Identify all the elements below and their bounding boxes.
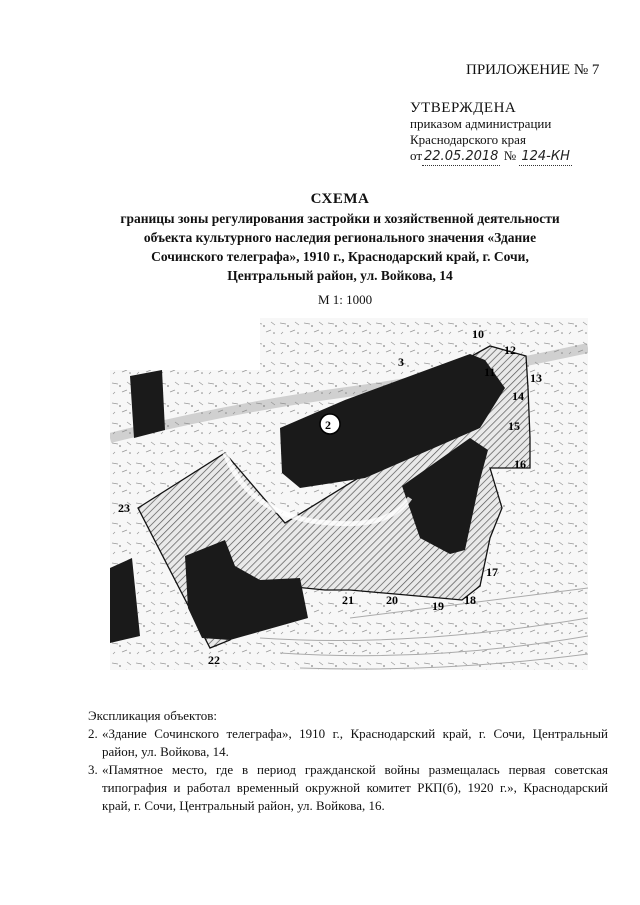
point-label-16: 16 (514, 457, 526, 471)
point-label-15: 15 (508, 419, 520, 433)
objects-explication (88, 707, 608, 815)
legend-item-number: 3. (88, 762, 98, 777)
approved-heading: УТВЕРЖДЕНА (410, 100, 517, 116)
title-line-2: объекта культурного наследия регионального значения «Здание (143, 230, 537, 245)
point-label-10: 10 (472, 327, 484, 341)
title-main: СХЕМА (310, 191, 370, 207)
approval-block (410, 100, 572, 166)
order-number: 124-КН (521, 149, 570, 164)
document-title (80, 190, 600, 285)
legend-item-text: «Здание Сочинского телеграфа», 1910 г., Краснодарский край, г. Сочи, Центральный район, ул. Войкова, 14. (102, 726, 608, 759)
date-prefix: от (410, 148, 423, 163)
title-line-4: Центральный район, ул. Войкова, 14 (227, 268, 453, 283)
title-line-3: Сочинского телеграфа», 1910 г., Краснодарский край, г. Сочи, (151, 249, 529, 264)
legend-item (88, 761, 608, 815)
order-line-1: приказом администрации (410, 116, 552, 131)
number-prefix: № (503, 148, 517, 163)
order-date: 22.05.2018 (424, 149, 499, 164)
legend-heading: Экспликация объектов: (88, 708, 217, 723)
zone-map (110, 318, 588, 670)
point-label-21: 21 (342, 593, 354, 607)
point-label-19: 19 (432, 599, 444, 613)
point-label-17: 17 (486, 565, 498, 579)
legend-item-text: «Памятное место, где в период гражданской войны размещалась первая советская типография и работал временный окружной комитет РКП(б), 1920 г.», Краснодарский край, г. Сочи, Центральный район, ул. Войкова, 16. (102, 762, 608, 813)
point-label-22: 22 (208, 653, 220, 667)
map-scale: М 1: 1000 (318, 292, 373, 307)
point-label-14: 14 (512, 389, 524, 403)
point-label-18: 18 (464, 593, 476, 607)
point-label-13: 13 (530, 371, 542, 385)
point-label-11: 11 (484, 365, 496, 379)
order-date-line (410, 148, 572, 166)
point-label-20: 20 (386, 593, 398, 607)
topo-top-area (260, 318, 588, 378)
point-label-12: 12 (504, 343, 516, 357)
point-label-2: 2 (325, 418, 331, 432)
legend-item-number: 2. (88, 726, 98, 741)
point-label-23: 23 (118, 501, 130, 515)
legend-item (88, 725, 608, 761)
point-label-3: 3 (398, 355, 404, 369)
order-line-2: Краснодарского края (410, 132, 526, 147)
appendix-label: ПРИЛОЖЕНИЕ № 7 (466, 62, 600, 78)
title-line-1: границы зоны регулирования застройки и хозяйственной деятельности (120, 211, 560, 226)
building-outside-nw (130, 370, 165, 438)
